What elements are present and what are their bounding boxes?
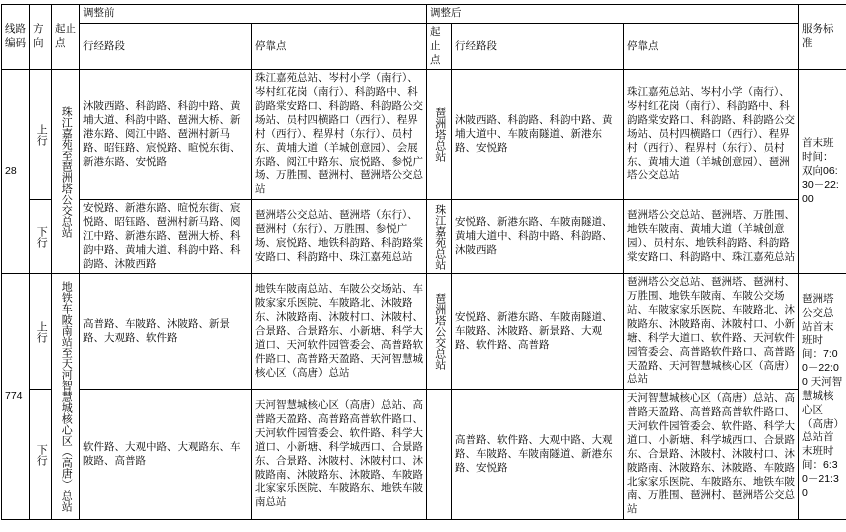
before-stops: 珠江嘉苑总站、岑村小学（南行）、岑村红花岗（南行）、科韵路中、科韵路棠安路口、科韵路、科韵路公交场站、员村四横路口（西行）、程界村（西行）、程界村（东行）、员村东、黄埔大道（羊城创意园）、会展东路、阅江中路东、宸悦路、参悦广场、万胜围、琶洲村、琶洲塔公交总站 [252, 70, 427, 200]
after-terminus [427, 274, 452, 390]
table-header-row-1 [2, 5, 846, 24]
table-row [2, 390, 846, 520]
header-code: 线路编码 [2, 5, 30, 70]
before-route: 软件路、大观中路、大观路东、车陂路、高普路 [80, 390, 252, 520]
direction-label [30, 70, 52, 200]
after-route: 安悦路、新港东路、车陂南隧道、车陂路、沐陂路、新景路、大观路、软件路、高普路 [452, 274, 624, 390]
header-before: 调整前 [80, 5, 427, 24]
bus-route-table [1, 4, 846, 520]
after-route: 安悦路、新港东路、车陂南隧道、黄埔大道中、科韵中路、科韵路、沐陂西路 [452, 200, 624, 274]
route-code: 774 [2, 274, 30, 520]
after-stops: 琶洲塔公交总站、琶洲塔、万胜围、地铁车陂南、黄埔大道（羊城创意园）、员村东、地铁科韵路、科韵路棠安路口、科韵路中、珠江嘉苑总站 [624, 200, 799, 274]
after-terminus-text: 琶洲塔公交总站 [433, 293, 446, 371]
direction-label [30, 200, 52, 274]
before-stops: 天河智慧城核心区（高唐）总站、高普路天盈路、高普路高普软件路口、天河软件园管委会、软件路、科学大道口、小新塘、科学城西口、合景路东、合景路、沐陂村、沐陂村口、沐陂路南、沐陂路东、沐陂路、车陂路北家家乐医院、车陂路东、地铁车陂南总站 [252, 390, 427, 520]
table-row [2, 200, 846, 274]
route-terminus [52, 70, 80, 274]
table-header-row-2 [2, 23, 846, 70]
after-stops: 琶洲塔公交总站、琶洲塔、琶洲村、万胜围、地铁车陂南、车陂公交场站、车陂家家乐医院、车陂路北、沐陂路东、沐陂路南、沐陂村口、小新塘、科学大道口、软件路、天河软件园管委会、高普路软件路口、高普路天盈路、天河智慧城核心区（高唐）总站 [624, 274, 799, 390]
header-after-terminus: 起止点 [427, 23, 452, 70]
header-before-stops: 停靠点 [252, 23, 427, 70]
direction-text: 下行 [35, 443, 48, 466]
after-terminus [427, 70, 452, 200]
header-after: 调整后 [427, 5, 799, 24]
after-terminus [427, 390, 452, 520]
after-route: 沐陂西路、科韵路、科韵中路、黄埔大道中、车陂南隧道、新港东路、安悦路 [452, 70, 624, 200]
header-before-route: 行经路段 [80, 23, 252, 70]
before-route: 安悦路、新港东路、暄悦东街、宸悦路、昭钰路、琶洲村新马路、阅江中路、新港东路、琶洲大桥、科韵中路、黄埔大道、科韵中路、科韵路、沐陂西路 [80, 200, 252, 274]
before-route: 沐陂西路、科韵路、科韵中路、黄埔大道、科韵中路、琶洲大桥、新港东路、阅江中路、琶洲村新马路、昭钰路、宸悦路、暄悦东街、新港东路、安悦路 [80, 70, 252, 200]
header-direction: 方向 [30, 5, 52, 70]
after-terminus-text: 珠江嘉苑总站 [433, 203, 446, 270]
route-code: 28 [2, 70, 30, 274]
service-standard: 琶洲塔公交总站首末班时间：7:00－22:00 天河智慧城核心区（高唐）总站首末班时间：6:30－21:30 [799, 274, 846, 520]
after-terminus-text: 琶洲塔总站 [433, 107, 446, 163]
direction-text: 下行 [35, 225, 48, 248]
header-after-route: 行经路段 [452, 23, 624, 70]
after-route: 高普路、软件路、大观中路、大观路、车陂路、车陂南隧道、新港东路、安悦路 [452, 390, 624, 520]
after-stops: 珠江嘉苑总站、岑村小学（南行）、岑村红花岗（南行）、科韵路中、科韵路棠安路口、科韵路、科韵路公交场站、员村四横路口（西行）、程界村（西行）、程界村（东行）、员村东、黄埔大道（羊城创意园）、琶洲塔公交总站 [624, 70, 799, 200]
service-standard: 首末班时间：双向06:30－22:00 [799, 70, 846, 274]
direction-label [30, 390, 52, 520]
route-terminus-text: 珠江嘉苑至琶洲塔公交总站 [60, 105, 73, 238]
before-stops: 琶洲塔公交总站、琶洲塔（东行）、琶洲村（东行）、万胜围、参悦广场、宸悦路、地铁科韵路、科韵路棠安路口、科韵路中、珠江嘉苑总站 [252, 200, 427, 274]
route-terminus-text: 地铁车陂南站至天河智慧城核心区（高唐）总站 [60, 281, 73, 513]
direction-text: 上行 [35, 320, 48, 343]
table-row [2, 70, 846, 200]
direction-label [30, 274, 52, 390]
direction-text: 上行 [35, 123, 48, 146]
header-terminus: 起止点 [52, 5, 80, 70]
table-row [2, 274, 846, 390]
header-service: 服务标准 [799, 5, 846, 70]
route-terminus [52, 274, 80, 520]
after-terminus [427, 200, 452, 274]
after-stops: 天河智慧城核心区（高唐）总站、高普路天盈路、高普路高普软件路口、天河软件园管委会、软件路、科学大道口、小新塘、科学城西口、合景路东、合景路、沐陂村、沐陂村口、沐陂路南、沐陂路东、沐陂路、车陂路北家家乐医院、车陂路东、地铁车陂南、万胜围、琶洲村、琶洲塔公交总站 [624, 390, 799, 520]
before-route: 高普路、车陂路、沐陂路、新景路、大观路、软件路 [80, 274, 252, 390]
header-after-stops: 停靠点 [624, 23, 799, 70]
before-stops: 地铁车陂南总站、车陂公交场站、车陂家家乐医院、车陂路北、沐陂路东、沐陂路南、沐陂村口、沐陂村、合景路、合景路东、小新塘、科学大道口、天河软件园管委会、高普路软件路口、高普路天盈路、天河智慧城核心区（高唐）总站 [252, 274, 427, 390]
